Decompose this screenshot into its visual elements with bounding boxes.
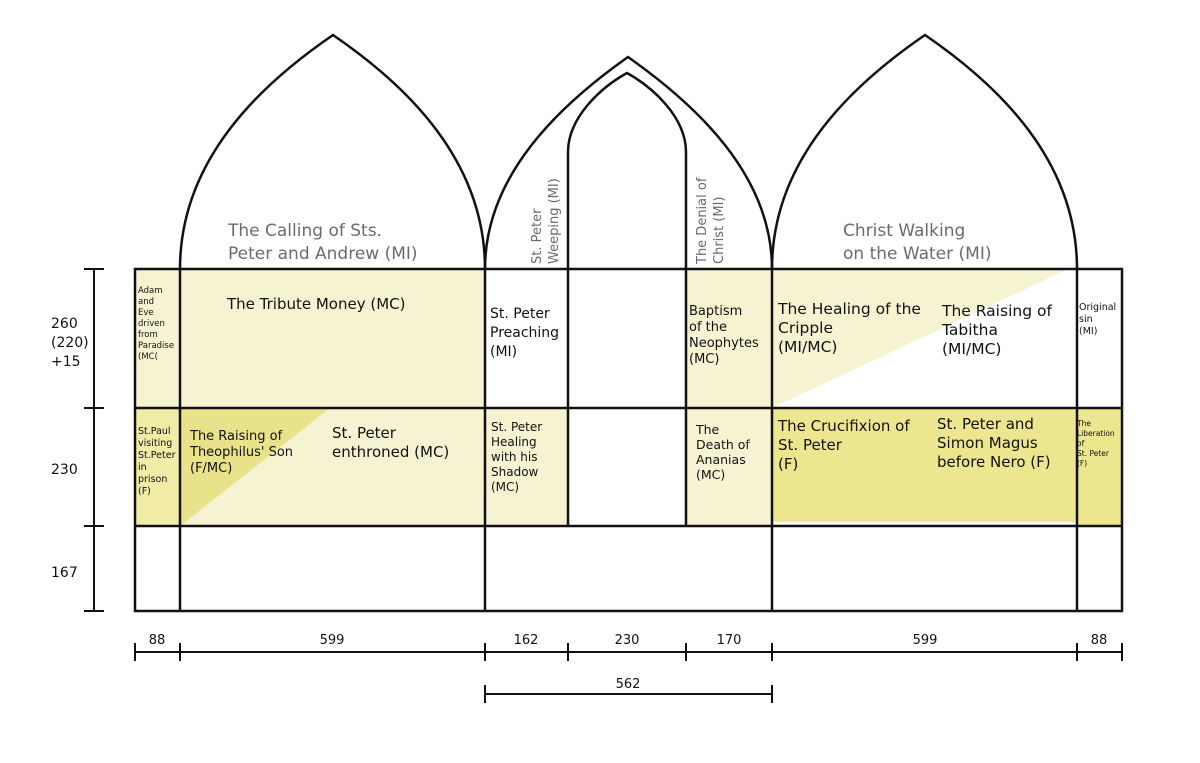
arch-center-outer xyxy=(485,57,772,269)
baptism-label: Baptism of the Neophytes (MC) xyxy=(689,304,759,367)
calling-title: The Calling of Sts. Peter and Andrew (MI) xyxy=(228,221,418,264)
paul-label: St.Paul visiting St.Peter in prison (F) xyxy=(138,426,176,497)
enthroned-label: St. Peter enthroned (MC) xyxy=(332,424,450,461)
arch-center-inner xyxy=(568,73,686,269)
original-sin-label: Original sin (MI) xyxy=(1079,302,1117,337)
width-230: 230 xyxy=(614,633,640,648)
denial-title: The Denial of Christ (MI) xyxy=(695,177,727,264)
width-599-left: 599 xyxy=(319,633,345,648)
liberation-label: The Liberation of St. Peter (F) xyxy=(1077,419,1115,468)
shadow-label: St. Peter Healing with his Shadow (MC) xyxy=(491,420,543,494)
walking-title: Christ Walking on the Water (MI) xyxy=(843,221,992,264)
theophilus-label: The Raising of Theophilus' Son (F/MC) xyxy=(190,429,294,476)
width-dimensions xyxy=(135,633,1122,703)
crucifixion-label: The Crucifixion of St. Peter (F) xyxy=(778,417,910,473)
tabitha-label: The Raising of Tabitha (MI/MC) xyxy=(942,302,1052,358)
magus-label: St. Peter and Simon Magus before Nero (F) xyxy=(937,415,1051,471)
height-row2: 230 xyxy=(51,462,78,478)
cripple-label: The Healing of the Cripple (MI/MC) xyxy=(778,300,921,356)
height-row1: 260 (220) +15 xyxy=(51,316,89,370)
height-row3: 167 xyxy=(51,565,78,581)
adam-label: Adam and Eve driven from Paradise (MC( xyxy=(138,286,175,362)
width-170: 170 xyxy=(716,633,742,648)
width-599-right: 599 xyxy=(912,633,938,648)
height-dimensions xyxy=(51,269,104,611)
tribute-label: The Tribute Money (MC) xyxy=(227,295,406,313)
width-88-right: 88 xyxy=(1090,633,1108,648)
ananias-label: The Death of Ananias (MC) xyxy=(696,422,750,482)
arch-labels xyxy=(227,173,991,265)
width-88-left: 88 xyxy=(148,633,166,648)
weeping-title: St. Peter Weeping (MI) xyxy=(530,178,562,264)
preaching-label: St. Peter Preaching (MI) xyxy=(490,306,560,360)
fill-tribute xyxy=(180,269,485,408)
width-162: 162 xyxy=(513,633,539,648)
width-562-total: 562 xyxy=(615,677,641,692)
